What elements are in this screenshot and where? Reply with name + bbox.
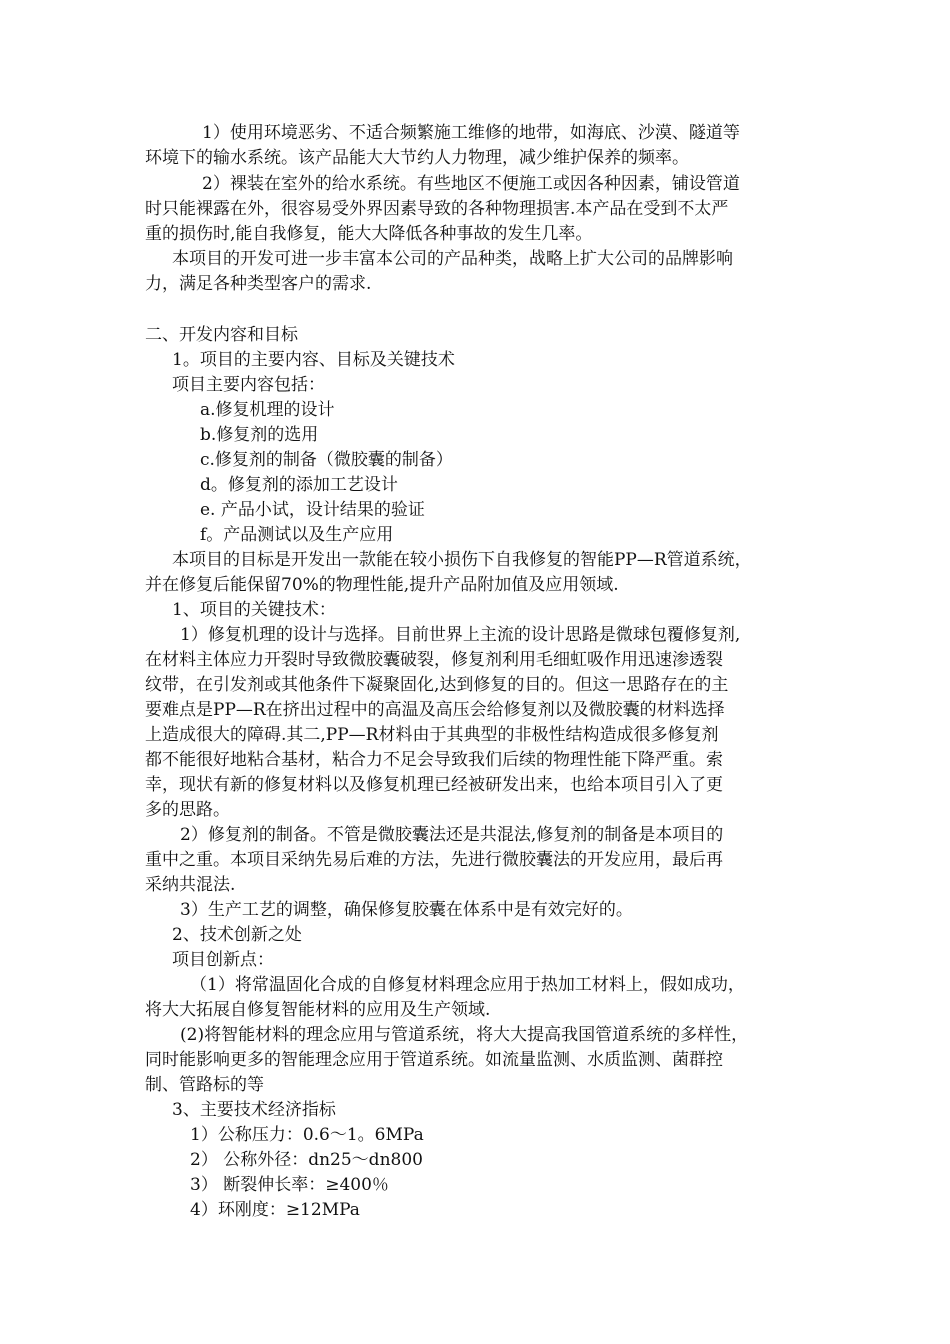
paragraph-line: 1）修复机理的设计与选择。目前世界上主流的设计思路是微球包覆修复剂, [180, 625, 741, 645]
paragraph-line: 要难点是PP—R在挤出过程中的高温及高压会给修复剂以及微胶囊的材料选择 [145, 700, 725, 720]
paragraph-line: 2）裸装在室外的给水系统。有些地区不便施工或因各种因素，铺设管道 [202, 174, 740, 194]
paragraph-line: 上造成很大的障碍.其二,PP—R材料由于其典型的非极性结构造成很多修复剂 [145, 725, 719, 745]
list-item: e. 产品小试，设计结果的验证 [200, 500, 425, 520]
list-item: b.修复剂的选用 [200, 425, 319, 445]
list-item: a.修复机理的设计 [200, 400, 335, 420]
list-item: 3） 断裂伸长率：≥400％ [190, 1175, 389, 1195]
paragraph-line: 重中之重。本项目采纳先易后难的方法，先进行微胶囊法的开发应用，最后再 [145, 850, 723, 870]
paragraph-line: 采纳共混法. [145, 875, 236, 895]
paragraph-line: 环境下的输水系统。该产品能大大节约人力物理，减少维护保养的频率。 [145, 148, 689, 168]
paragraph-line: 纹带，在引发剂或其他条件下凝聚固化,达到修复的目的。但这一思路存在的主 [145, 675, 729, 695]
paragraph-line: 1）使用环境恶劣、不适合频繁施工维修的地带，如海底、沙漠、隧道等 [202, 123, 740, 143]
paragraph-line: 在材料主体应力开裂时导致微胶囊破裂，修复剂利用毛细虹吸作用迅速渗透裂 [145, 650, 723, 670]
paragraph-line: 本项目的开发可进一步丰富本公司的产品种类，战略上扩大公司的品牌影响 [172, 249, 733, 269]
subsection-heading: 3、主要技术经济指标 [172, 1100, 336, 1120]
list-item: c.修复剂的制备（微胶囊的制备） [200, 450, 453, 470]
paragraph-line: （1）将常温固化合成的自修复材料理念应用于热加工材料上，假如成功， [190, 975, 745, 995]
paragraph-line: 多的思路。 [145, 800, 230, 820]
list-item: 1）公称压力：0.6～1。6MPa [190, 1125, 424, 1145]
paragraph-line: 3）生产工艺的调整，确保修复胶囊在体系中是有效完好的。 [180, 900, 633, 920]
paragraph-line: 项目主要内容包括： [172, 375, 325, 395]
paragraph-line: 将大大拓展自修复智能材料的应用及生产领域. [145, 1000, 491, 1020]
paragraph-line: (2)将智能材料的理念应用与管道系统，将大大提高我国管道系统的多样性， [180, 1025, 749, 1045]
list-item: d。修复剂的添加工艺设计 [200, 475, 398, 495]
paragraph-line: 都不能很好地粘合基材，粘合力不足会导致我们后续的物理性能下降严重。索 [145, 750, 723, 770]
subsection-heading: 2、技术创新之处 [172, 925, 302, 945]
subsection-heading: 1、项目的关键技术： [172, 600, 336, 620]
section-heading: 二、开发内容和目标 [145, 325, 298, 345]
paragraph-line: 时只能裸露在外，很容易受外界因素导致的各种物理损害.本产品在受到不太严 [145, 199, 729, 219]
paragraph-line: 同时能影响更多的智能理念应用于管道系统。如流量监测、水质监测、菌群控 [145, 1050, 723, 1070]
paragraph-line: 并在修复后能保留70%的物理性能,提升产品附加值及应用领域. [145, 575, 619, 595]
paragraph-line: 本项目的目标是开发出一款能在较小损伤下自我修复的智能PP—R管道系统， [172, 550, 752, 570]
paragraph-line: 力，满足各种类型客户的需求. [145, 274, 372, 294]
list-item: 2） 公称外径：dn25～dn800 [190, 1150, 423, 1170]
list-item: 4）环刚度：≥12MPa [190, 1200, 360, 1220]
paragraph-line: 制、管路标的等 [145, 1075, 264, 1095]
paragraph-line: 项目创新点： [172, 950, 274, 970]
paragraph-line: 幸，现状有新的修复材料以及修复机理已经被研发出来，也给本项目引入了更 [145, 775, 723, 795]
paragraph-line: 2）修复剂的制备。不管是微胶囊法还是共混法,修复剂的制备是本项目的 [180, 825, 724, 845]
list-item: f。产品测试以及生产应用 [200, 525, 394, 545]
subsection-heading: 1。项目的主要内容、目标及关键技术 [172, 350, 455, 370]
paragraph-line: 重的损伤时,能自我修复，能大大降低各种事故的发生几率。 [145, 224, 593, 244]
